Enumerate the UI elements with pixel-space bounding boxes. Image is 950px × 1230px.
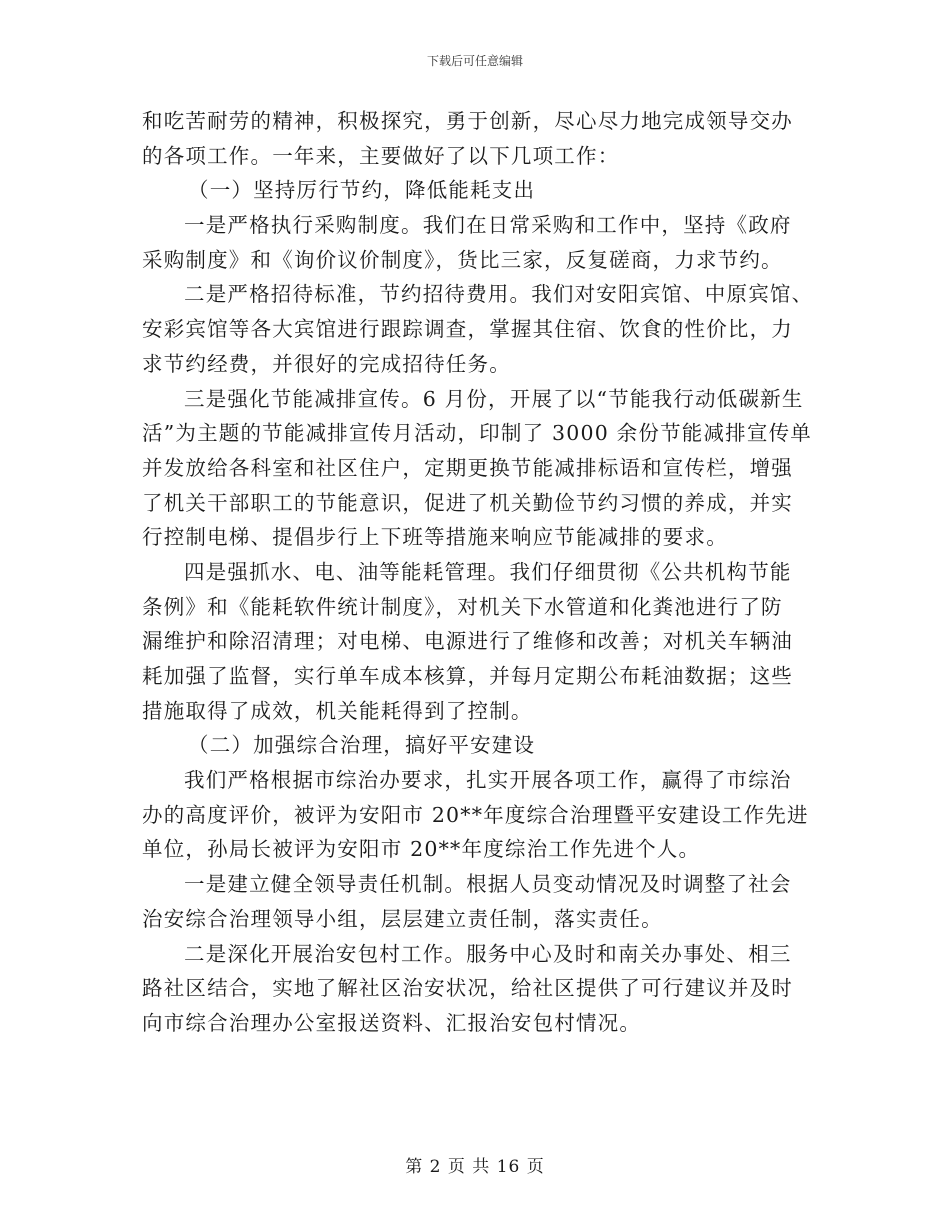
- body-line-17: 耗加强了监督，实行单车成本核算，并每月定期公布耗油数据；这些: [142, 664, 793, 688]
- paragraph-start-line: 四是强抓水、电、油等能耗管理。我们仔细贯彻《公共机构节能: [184, 559, 792, 584]
- body-line-1: 和吃苦耐劳的精神，积极探究，勇于创新，尽心尽力地完成领导交办: [142, 109, 793, 133]
- body-line-7: 安彩宾馆等各大宾馆进行跟踪调查，掌握其住宿、饮食的性价比，力: [142, 317, 793, 342]
- section-heading-1: （一）坚持厉行节约，降低能耗支出: [188, 178, 536, 203]
- paragraph-start-line: 一是建立健全领导责任机制。根据人员变动情况及时调整了社会: [184, 872, 792, 897]
- body-line-15: 条例》和《能耗软件统计制度》，对机关下水管道和化粪池进行了防: [142, 594, 783, 619]
- section-heading-2: （二）加强综合治理，搞好平安建设: [188, 733, 536, 758]
- paragraph-start-line: 我们严格根据市综治办要求，扎实开展各项工作，赢得了市综治: [184, 768, 792, 793]
- body-line-5: 采购制度》和《询价议价制度》，货比三家，反复磋商，力求节约。: [142, 247, 783, 272]
- body-line-13: 行控制电梯、提倡步行上下班等措施来响应节能减排的要求。: [142, 525, 728, 550]
- page-footer: 第 2 页 共 16 页: [405, 1157, 545, 1177]
- body-line-8: 求节约经费，并很好的完成招待任务。: [142, 351, 511, 376]
- body-line-10: 活”为主题的节能减排宣传月活动，印制了 3000 余份节能减排宣传单: [142, 421, 812, 446]
- page-header: 下载后可任意编辑: [426, 54, 523, 68]
- body-line-22: 单位，孙局长被评为安阳市 20**年度综治工作先进个人。: [142, 837, 701, 862]
- body-line-24: 治安综合治理领导小组，层层建立责任制，落实责任。: [142, 906, 663, 931]
- body-line-18: 措施取得了成效，机关能耗得到了控制。: [142, 698, 533, 723]
- body-line-21: 办的高度评价，被评为安阳市 20**年度综合治理暨平安建设工作先进: [142, 802, 809, 827]
- paragraph-start-line: 二是深化开展治安包村工作。服务中心及时和南关办事处、相三: [184, 941, 792, 966]
- body-line-16: 漏维护和除沼清理；对电梯、电源进行了维修和改善；对机关车辆油: [142, 629, 793, 654]
- body-line-12: 了机关干部职工的节能意识，促进了机关勤俭节约习惯的养成，并实: [142, 490, 793, 515]
- paragraph-start-line: 二是严格招待标准，节约招待费用。我们对安阳宾馆、中原宾馆、: [184, 282, 814, 307]
- paragraph-start-line: 一是严格执行采购制度。我们在日常采购和工作中，坚持《政府: [184, 213, 792, 238]
- body-line-26: 路社区结合，实地了解社区治安状况，给社区提供了可行建议并及时: [142, 976, 793, 1001]
- paragraph-start-line: 三是强化节能减排宣传。6 月份，开展了以“节能我行动低碳新生: [184, 386, 804, 411]
- body-line-2: 的各项工作。一年来，主要做好了以下几项工作：: [142, 143, 620, 168]
- document-body: [142, 104, 814, 1041]
- body-line-27: 向市综合治理办公室报送资料、汇报治安包村情况。: [142, 1010, 642, 1035]
- body-line-11: 并发放给各科室和社区住户，定期更换节能减排标语和宣传栏，增强: [142, 455, 793, 480]
